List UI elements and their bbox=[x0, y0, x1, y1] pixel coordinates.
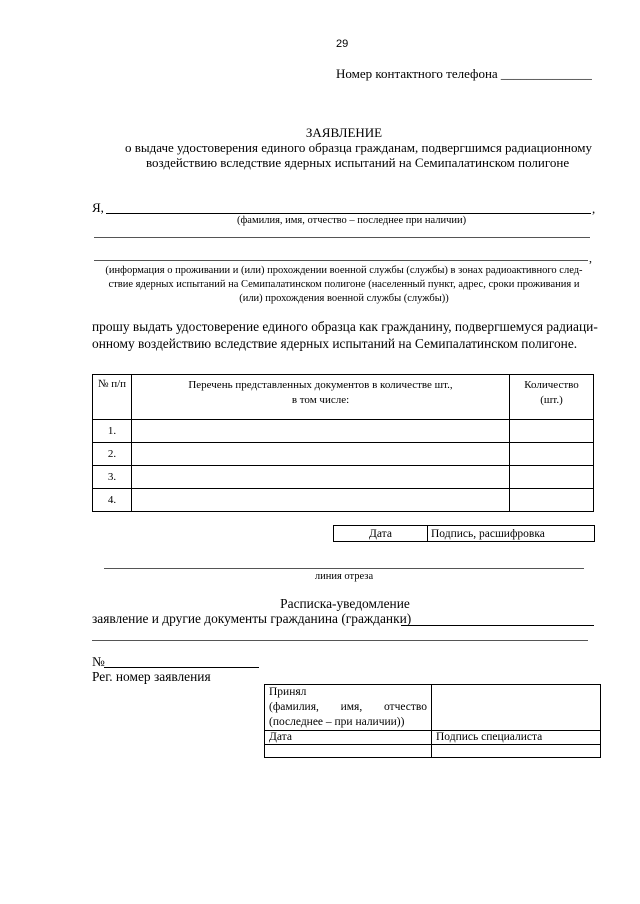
applicant-name-line[interactable] bbox=[106, 213, 591, 214]
document-heading: ЗАЯВЛЕНИЕ bbox=[305, 125, 383, 140]
signature-label: Подпись, расшифровка bbox=[431, 527, 545, 540]
accepted-fio-label: (фамилия, имя, отчество bbox=[269, 701, 427, 713]
applicant-name-suffix: , bbox=[592, 201, 596, 216]
row-number: 4. bbox=[93, 489, 132, 512]
acceptance-table bbox=[264, 684, 601, 758]
accepted-by-value[interactable] bbox=[432, 685, 601, 731]
accepted-label: Принял bbox=[269, 686, 307, 698]
table-row bbox=[93, 466, 594, 489]
applicant-prefix: Я, bbox=[92, 200, 104, 215]
quantity-cell[interactable] bbox=[510, 420, 594, 443]
registration-number-line[interactable] bbox=[104, 667, 259, 668]
document-cell[interactable] bbox=[132, 489, 510, 512]
receipt-line-1 bbox=[92, 611, 411, 627]
request-paragraph bbox=[92, 318, 596, 352]
phone-blank: ______________ bbox=[500, 66, 592, 81]
row-number: 2. bbox=[93, 443, 132, 466]
row-number: 3. bbox=[93, 466, 132, 489]
row-number: 1. bbox=[93, 420, 132, 443]
signature-table bbox=[333, 525, 595, 542]
accepted-by-cell bbox=[265, 685, 432, 731]
document-cell[interactable] bbox=[132, 443, 510, 466]
request-line-1: прошу выдать удостоверение единого образца как гражданину, подвергшемуся радиаци- bbox=[92, 319, 598, 334]
accepted-fio-note: (последнее – при наличии)) bbox=[269, 716, 405, 728]
document-title-line-1: о выдаче удостоверения единого образца гражданам, подвергшимся радиационному bbox=[125, 140, 592, 155]
number-label: № bbox=[92, 654, 105, 669]
phone-field bbox=[336, 66, 592, 82]
acceptance-date-cell bbox=[265, 731, 432, 745]
page-number: 29 bbox=[336, 38, 349, 50]
applicant-extra-line-1[interactable] bbox=[94, 237, 590, 238]
residence-caption-line-1: (информация о проживании и (или) прохождении военной службы (службы) в зонах радиоактивного след- bbox=[105, 265, 583, 276]
quantity-cell[interactable] bbox=[510, 466, 594, 489]
receipt-extra-line[interactable] bbox=[92, 640, 588, 641]
cut-line-label: линия отреза bbox=[314, 571, 374, 582]
document-title-line-2: воздействию вследствие ядерных испытаний на Семипалатинском полигоне bbox=[146, 155, 570, 170]
specialist-signature-label: Подпись специалиста bbox=[436, 731, 543, 743]
specialist-signature-cell bbox=[432, 731, 601, 745]
residence-caption-line-3: (или) прохождения военной службы (службы)) bbox=[239, 293, 449, 304]
residence-info-caption bbox=[92, 264, 596, 306]
quantity-cell[interactable] bbox=[510, 489, 594, 512]
residence-caption-line-2: ствие ядерных испытаний на Семипалатинском полигоне (населенный пункт, адрес, сроки проживания и bbox=[108, 279, 580, 290]
documents-table-header bbox=[93, 375, 594, 420]
receipt-text: заявление и другие документы гражданина (гражданки) bbox=[92, 611, 412, 626]
date-label: Дата bbox=[369, 527, 392, 540]
applicant-extra-suffix: , bbox=[589, 251, 592, 265]
document-cell[interactable] bbox=[132, 466, 510, 489]
table-row bbox=[93, 420, 594, 443]
applicant-name-caption: (фамилия, имя, отчество – последнее при наличии) bbox=[237, 215, 467, 226]
col-no-header bbox=[93, 375, 132, 420]
applicant-extra-line-2[interactable] bbox=[94, 260, 588, 261]
documents-table bbox=[92, 374, 594, 512]
col-qty-label-1: Количество bbox=[524, 379, 579, 391]
col-qty-label-2: (шт.) bbox=[540, 394, 563, 406]
cut-line bbox=[104, 568, 584, 569]
signature-cell[interactable] bbox=[428, 526, 595, 542]
col-qty-header bbox=[510, 375, 594, 420]
specialist-signature-value[interactable] bbox=[432, 745, 601, 758]
quantity-cell[interactable] bbox=[510, 443, 594, 466]
acceptance-date-label: Дата bbox=[269, 731, 292, 743]
registration-number-label: Рег. номер заявления bbox=[92, 669, 211, 684]
date-cell[interactable] bbox=[334, 526, 428, 542]
document-cell[interactable] bbox=[132, 420, 510, 443]
receipt-title: Расписка-уведомление bbox=[280, 596, 410, 611]
col-list-label-1: Перечень представленных документов в количестве шт., bbox=[188, 379, 453, 391]
receipt-citizen-line[interactable] bbox=[401, 625, 594, 626]
col-list-label-2: в том числе: bbox=[291, 394, 350, 406]
acceptance-date-value[interactable] bbox=[265, 745, 432, 758]
table-row bbox=[93, 489, 594, 512]
table-row bbox=[93, 443, 594, 466]
col-no-label: № п/п bbox=[97, 378, 127, 390]
phone-label: Номер контактного телефона bbox=[336, 66, 498, 81]
col-list-header bbox=[132, 375, 510, 420]
request-line-2: онному воздействию вследствие ядерных испытаний на Семипалатинском полигоне. bbox=[92, 336, 578, 351]
